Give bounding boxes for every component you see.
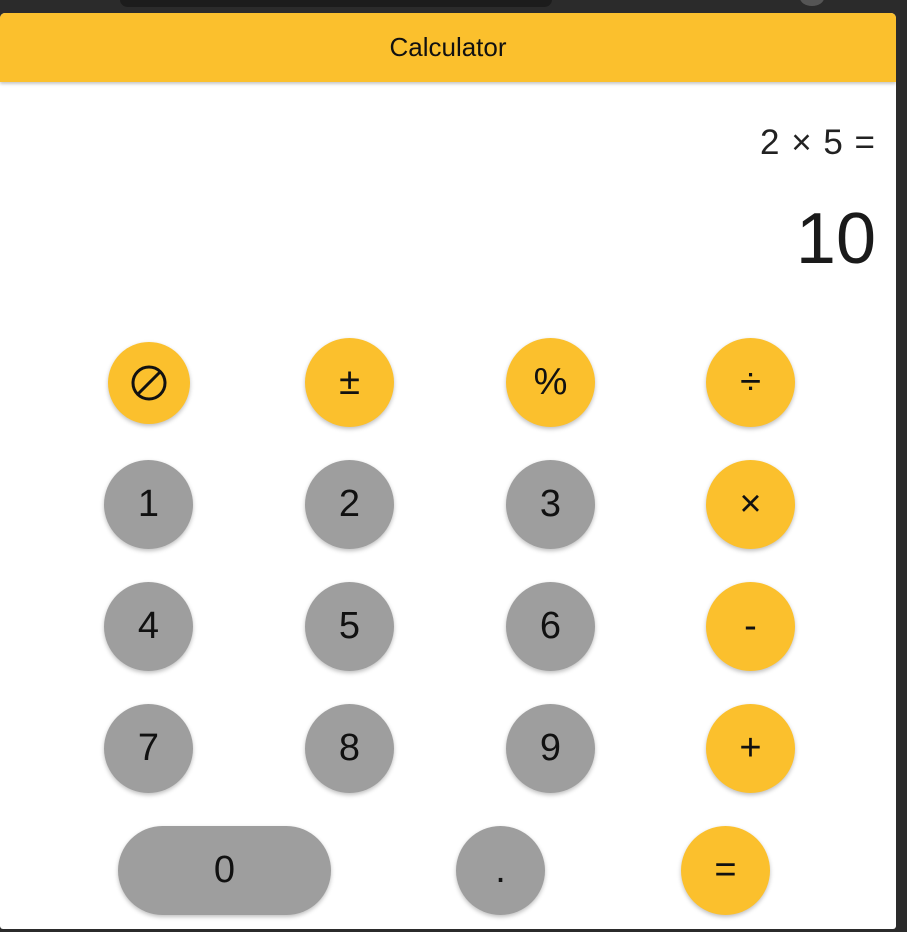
ban-icon <box>130 364 168 402</box>
digit-4-button[interactable]: 4 <box>104 582 193 671</box>
digit-2-button[interactable]: 2 <box>305 460 394 549</box>
app-title: Calculator <box>389 32 507 62</box>
digit-1-button[interactable]: 1 <box>104 460 193 549</box>
percent-button[interactable]: % <box>506 338 595 427</box>
result-display: 10 <box>795 199 876 279</box>
digit-9-button[interactable]: 9 <box>506 704 595 793</box>
divide-button[interactable]: ÷ <box>706 338 795 427</box>
digit-5-button[interactable]: 5 <box>305 582 394 671</box>
window-chrome <box>0 0 907 14</box>
subtract-button[interactable]: - <box>706 582 795 671</box>
digit-7-button[interactable]: 7 <box>104 704 193 793</box>
calculator-window <box>0 13 896 929</box>
digit-0-button[interactable]: 0 <box>118 826 331 915</box>
title-bar-pill <box>120 0 552 7</box>
expression-display: 2 × 5 = <box>760 123 876 162</box>
digit-3-button[interactable]: 3 <box>506 460 595 549</box>
equals-button[interactable]: = <box>681 826 770 915</box>
app-bar <box>0 13 896 82</box>
multiply-button[interactable]: × <box>706 460 795 549</box>
digit-6-button[interactable]: 6 <box>506 582 595 671</box>
add-button[interactable]: + <box>706 704 795 793</box>
chrome-dot <box>800 0 824 6</box>
decimal-button[interactable]: . <box>456 826 545 915</box>
sign-toggle-button[interactable]: ± <box>305 338 394 427</box>
clear-button[interactable] <box>108 342 190 424</box>
digit-8-button[interactable]: 8 <box>305 704 394 793</box>
